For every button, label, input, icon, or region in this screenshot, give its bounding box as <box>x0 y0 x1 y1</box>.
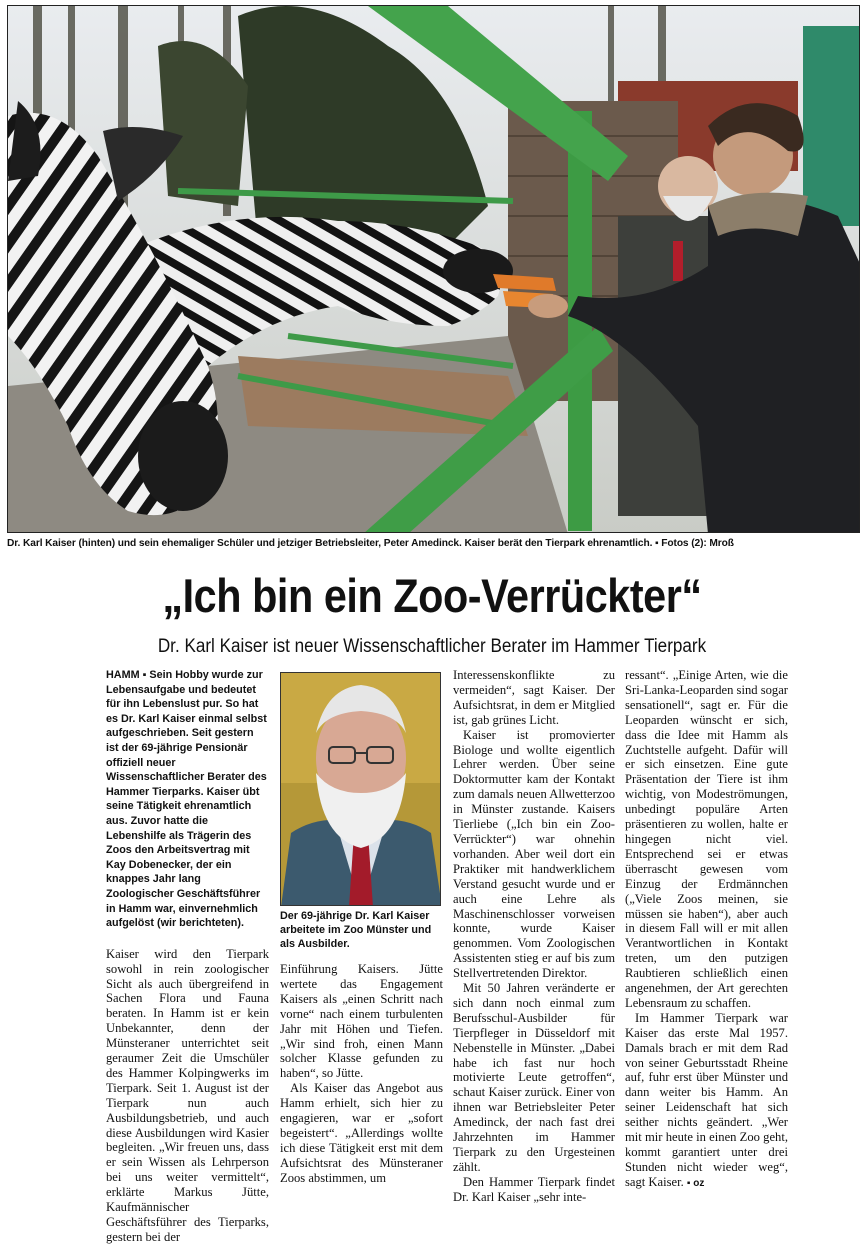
author-signature: ▪ oz <box>686 1177 705 1189</box>
body-paragraph: Den Hammer Tierpark findet Dr. Karl Kaiser „sehr inte- <box>453 1174 615 1204</box>
body-paragraph-text: Im Hammer Tierpark war Kaiser das erste Mal 1957. Damals brach er mit dem Rad von seiner Geburtsstadt Rheine auf, fuhr erst über Münster und dann weiter bis Hamm. An seiner Leidenschaft hat sich seither nichts geändert. „Wer mit mir heute in einen Zoo geht, kommt garantiert unter drei Stunden nicht wieder weg“, sagt Kaiser. <box>625 1010 788 1189</box>
column-3 <box>453 668 615 1205</box>
portrait-photo <box>280 672 441 906</box>
column-1 <box>106 668 269 1245</box>
column-2 <box>280 962 443 1186</box>
photo-caption: Dr. Karl Kaiser (hinten) und sein ehemaliger Schüler und jetziger Betriebsleiter, Peter Amedinck. Kaiser berät den Tierpark ehrenamtlich. ▪ Fotos (2): Mroß <box>7 538 734 549</box>
body-paragraph: Interessenskonflikte zu vermeiden“, sagt Kaiser. Der Aufsichtsrat, in dem er Mitglied ist, gab grünes Licht. <box>453 668 615 727</box>
column-4 <box>625 668 788 1192</box>
headline: „Ich bin ein Zoo-Verrückter“ <box>162 569 702 622</box>
body-paragraph: Kaiser wird den Tierpark sowohl in rein zoologischer Sicht als auch übergreifend in Sachen Flora und Fauna beraten. In Hamm ist er kein Unbekannter, denn der Münsteraner unterrichtet seit geraumer Zeit die Umschüler des Hammer Kolpingwerks im Tierpark. Seit 1. August ist der Tierpark nun auch Ausbildungsbetrieb, und auch diese Ausbildungen wird Kasier begleiten. „Wir freuen uns, dass er sein Wissen als Lehrperson bei uns weiter vermittelt“, erklärte Markus Jütte, Kaufmännischer Geschäftsführer des Tierparks, gestern bei der <box>106 946 269 1244</box>
body-paragraph <box>625 1011 788 1192</box>
main-photo <box>7 5 860 533</box>
body-paragraph: Einführung Kaisers. Jütte wertete das Engagement Kaisers als „einen Schritt nach vorne“ nach einem turbulenten Jahr mit Höhen und Tiefen. „Wir sind froh, einen Mann solcher Klasse gefunden zu haben“, so Jütte. <box>280 962 443 1081</box>
portrait-caption: Der 69-jährige Dr. Karl Kaiser arbeitete im Zoo Münster und als Ausbilder. <box>280 910 432 950</box>
body-paragraph: Kaiser ist promovierter Biologe und wollte eigentlich Lehrer werden. Über seine Doktormutter kam der Kontakt zum damals neuen Allwetterzoo in Münster zustande. Kaisers Tierliebe („Ich bin ein Zoo-Verrückter“) war ohnehin vorhanden. Aber weil dort ein Praktiker mit handwerklichem Verstand gesucht wurde und er auch eine Lehre als Maschinenschlosser vorweisen konnte, wurde Kaiser genommen. Vom Zoologischen Assistenten stieg er auf bis zum Stellvertretenden Direktor. <box>453 727 615 981</box>
body-paragraph: ressant“. „Einige Arten, wie die Sri-Lanka-Leoparden sind sogar sensationell“, sagt er. Für die Leoparden wünscht er sich, dass die Idee mit Hamm als Zuchtstelle aufgeht. Dafür will er sich einsetzen. Eine gute Präsentation der Tiere ist ihm wichtig, von Modeströmungen, unbedingt populäre Arten präsentieren zu wollen, halte er hingegen nicht viel. Entsprechend sei er etwas überrascht gewesen vom Einzug der Erdmännchen („Viele Zoos meinen, sie müssen sie haben“), aber auch in diesem Fall will er mit allen Verantwortlichen in Kontakt treten, um den putzigen Raubtieren schließlich einen angenehmen, der Art gerechten Lebensraum zu schaffen. <box>625 668 788 1010</box>
body-paragraph: Als Kaiser das Angebot aus Hamm erhielt, sich hier zu engagieren, war er „sofort begeistert“. „Allerdings wollte ich diese Tätigkeit erst mit dem Aufsichtsrat des Münsteraner Zoos abstimmen, um <box>280 1081 443 1185</box>
subheadline: Dr. Karl Kaiser ist neuer Wissenschaftlicher Berater im Hammer Tierpark <box>157 636 707 657</box>
lead-paragraph: HAMM ▪ Sein Hobby wurde zur Lebensaufgabe und bedeutet für ihn Lebenslust pur. So hat es Dr. Karl Kaiser einmal selbst aufgeschrieben. Seit gestern ist der 69-jährige Pensionär offiziell neuer Wissenschaftlicher Berater des Hammer Tierparks. Kaiser übt seine Tätigkeit ehrenamtlich aus. Zuvor hatte die Lebenshilfe als Trägerin des Zoos den Arbeitsvertrag mit Kay Dobenecker, der ein knappes Jahr lang Zoologischer Geschäftsführer in Hamm war, einvernehmlich aufgelöst (wir berichteten). <box>106 669 267 930</box>
body-paragraph: Mit 50 Jahren veränderte er sich dann noch einmal zum Berufsschul-Ausbilder für Tierpfleger in Düsseldorf mit Nebenstelle in Münster. „Dabei habe ich fast nur hoch motivierte Leute getroffen“, schaut Kaiser zurück. Einer von ihnen war Betriebsleiter Peter Amedinck, der nach fast drei Jahrzehnten im Hammer Tierpark zu den Urgesteinen zählt. <box>453 981 615 1174</box>
